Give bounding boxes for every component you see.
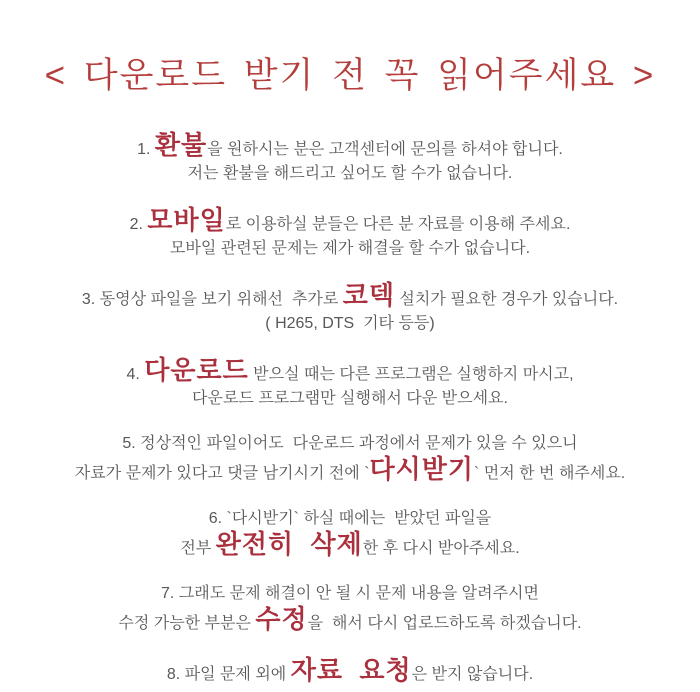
notice-item-7 bbox=[0, 582, 700, 636]
text-segment: 한 후 다시 받아주세요. bbox=[362, 540, 520, 557]
notice-list bbox=[0, 132, 700, 687]
text-segment: ` 먼저 한 번 해주세요. bbox=[474, 465, 626, 482]
notice-item-3 bbox=[0, 282, 700, 336]
notice-item-5 bbox=[0, 432, 700, 486]
keyword-text: 다시받기 bbox=[369, 454, 475, 484]
page-title: < 다운로드 받기 전 꼭 읽어주세요 > bbox=[44, 56, 656, 95]
notice-line bbox=[0, 456, 700, 486]
notice-line bbox=[0, 132, 700, 162]
notice-line bbox=[0, 432, 700, 456]
keyword-text: 완전히 삭제 bbox=[215, 529, 363, 559]
keyword-text: 자료 요청 bbox=[290, 655, 412, 685]
keyword-text: 다운로드 bbox=[144, 355, 249, 385]
text-segment: 수정 가능한 부분은 bbox=[118, 615, 256, 632]
notice-line bbox=[0, 282, 700, 312]
notice-line bbox=[0, 582, 700, 606]
text-segment: 받으실 때는 다른 프로그램은 실행하지 마시고, bbox=[248, 366, 574, 383]
keyword-text: 모바일 bbox=[147, 205, 226, 235]
text-segment: 2. bbox=[129, 216, 148, 233]
notice-line bbox=[0, 207, 700, 237]
text-segment: 을 원하시는 분은 고객센터에 문의를 하셔야 합니다. bbox=[207, 141, 563, 158]
keyword-text: 수정 bbox=[255, 604, 308, 634]
text-segment: 7. 그래도 문제 해결이 안 될 시 문제 내용을 알려주시면 bbox=[161, 585, 539, 602]
notice-line bbox=[0, 162, 700, 186]
notice-line bbox=[0, 657, 700, 687]
notice-line bbox=[0, 237, 700, 261]
notice-item-6 bbox=[0, 507, 700, 561]
text-segment: 모바일 관련된 문제는 제가 해결을 할 수가 없습니다. bbox=[169, 240, 531, 257]
text-segment: 5. 정상적인 파일이어도 다운로드 과정에서 문제가 있을 수 있으니 bbox=[122, 435, 578, 452]
text-segment: 저는 환불을 해드리고 싶어도 할 수가 없습니다. bbox=[187, 165, 513, 182]
text-segment: 은 받지 않습니다. bbox=[411, 666, 534, 683]
notice-line bbox=[0, 531, 700, 561]
keyword-text: 환불 bbox=[154, 130, 208, 160]
text-segment: 자료가 문제가 있다고 댓글 남기시기 전에 ` bbox=[74, 465, 370, 482]
text-segment: 8. 파일 문제 외에 bbox=[166, 666, 291, 683]
text-segment: 설치가 필요한 경우가 있습니다. bbox=[394, 291, 619, 308]
text-segment: 1. bbox=[137, 141, 155, 158]
notice-item-8 bbox=[0, 657, 700, 687]
notice-item-2 bbox=[0, 207, 700, 261]
text-segment: 전부 bbox=[180, 540, 216, 557]
notice-item-4 bbox=[0, 357, 700, 411]
notice-line bbox=[0, 507, 700, 531]
text-segment: 3. 동영상 파일을 보기 위해선 추가로 bbox=[81, 291, 343, 308]
text-segment: 을 해서 다시 업로드하도록 하겠습니다. bbox=[307, 615, 582, 632]
notice-line bbox=[0, 387, 700, 411]
keyword-text: 코덱 bbox=[342, 280, 395, 310]
notice-line bbox=[0, 357, 700, 387]
notice-line bbox=[0, 606, 700, 636]
text-segment: 4. bbox=[126, 366, 145, 383]
notice-item-1 bbox=[0, 132, 700, 186]
text-segment: ( H265, DTS 기타 등등) bbox=[265, 315, 435, 332]
notice-line bbox=[0, 312, 700, 336]
text-segment: 로 이용하실 분들은 다른 분 자료를 이용해 주세요. bbox=[225, 216, 571, 233]
text-segment: 6. `다시받기` 하실 때에는 받았던 파일을 bbox=[208, 510, 492, 527]
text-segment: 다운로드 프로그램만 실행해서 다운 받으세요. bbox=[192, 390, 508, 407]
